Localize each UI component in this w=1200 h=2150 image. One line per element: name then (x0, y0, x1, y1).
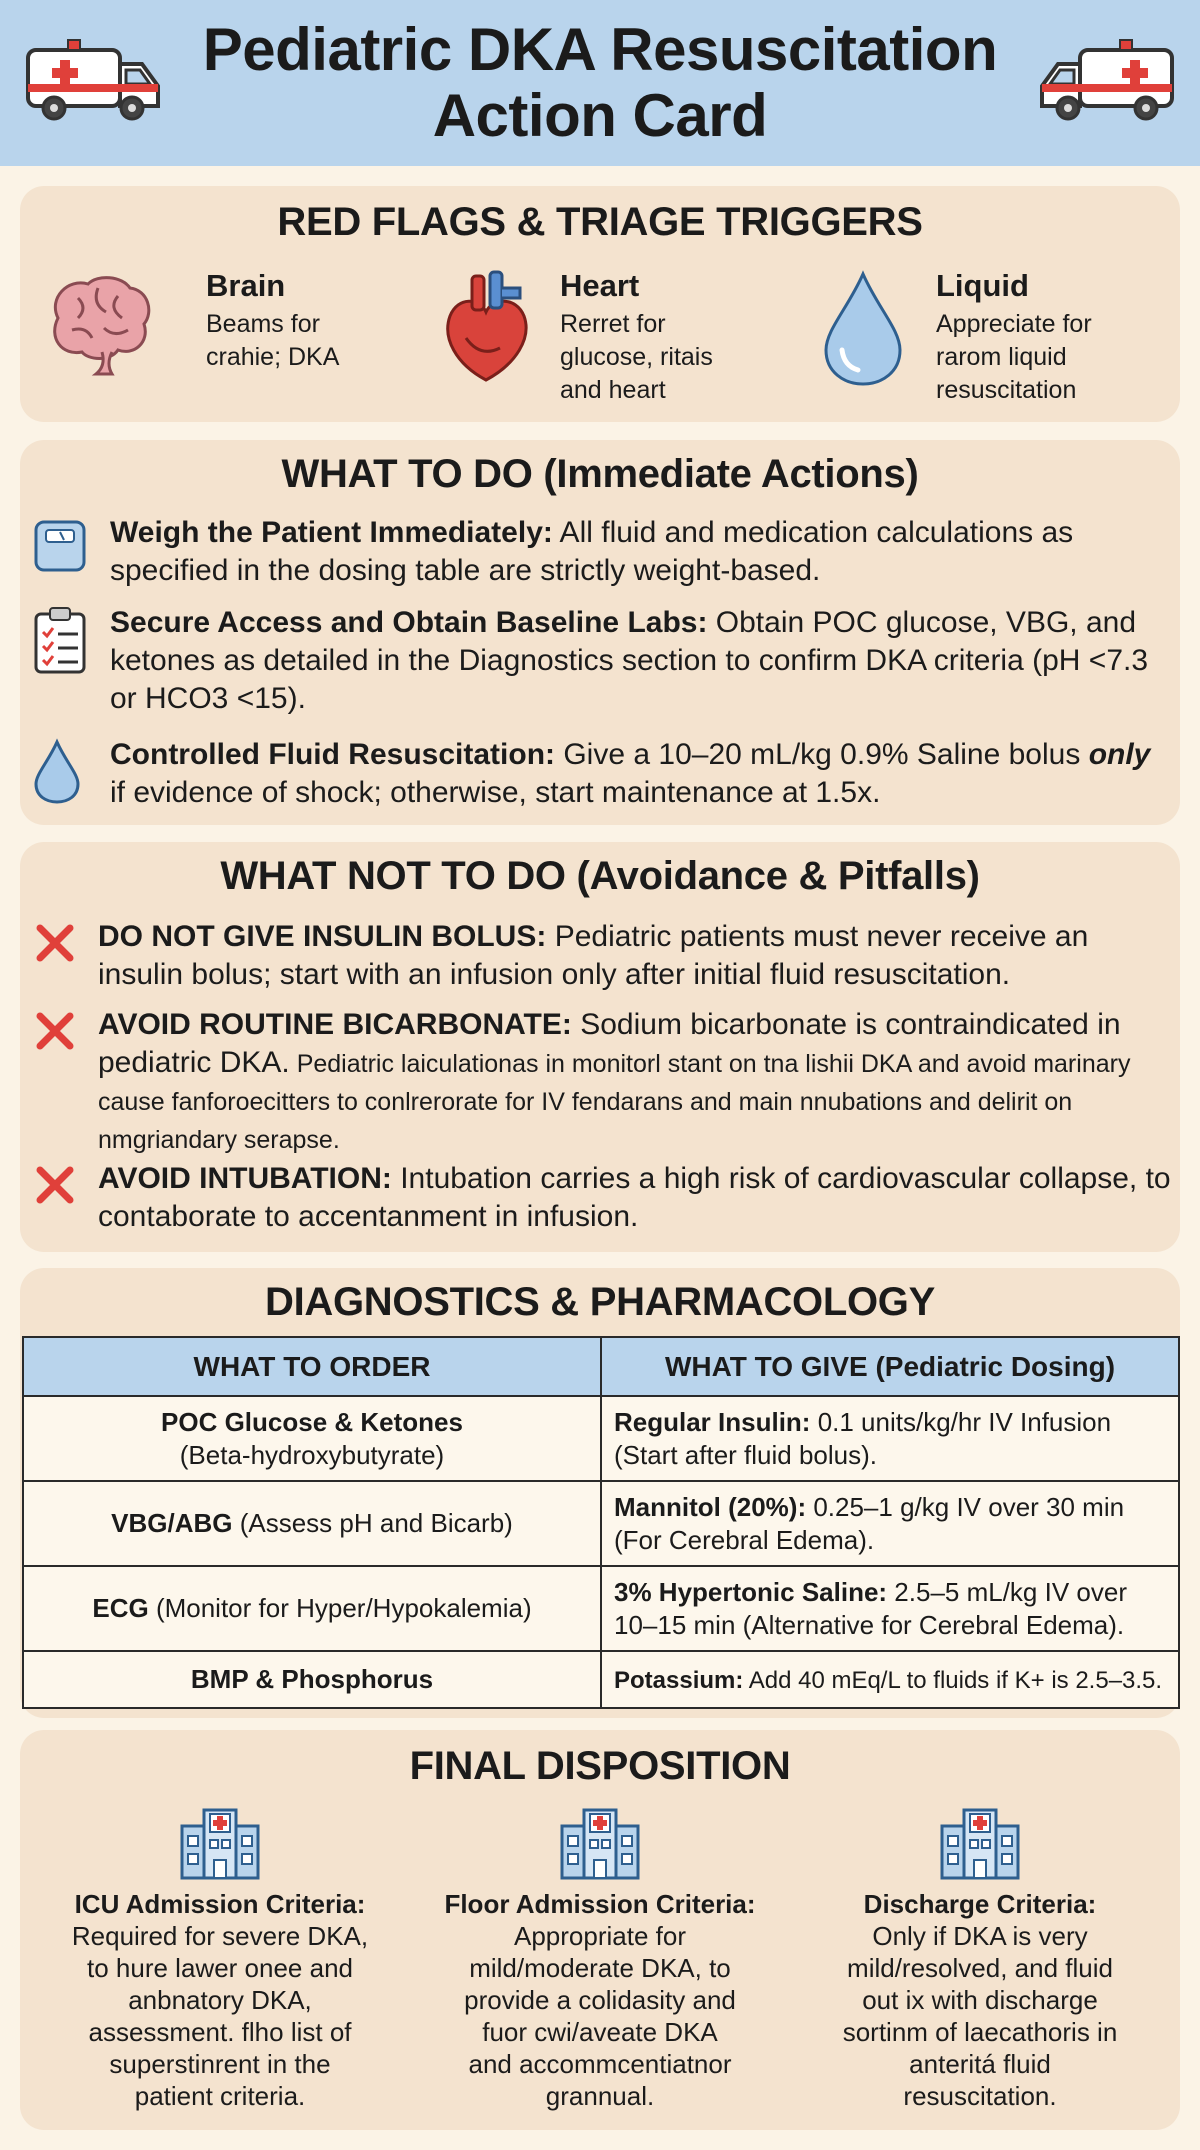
title-line-1: Pediatric DKA Resuscitation (202, 16, 998, 83)
flag-title: Heart (560, 268, 640, 303)
flag-text (936, 308, 1092, 407)
drug-name: 3% Hypertonic Saline: (614, 1576, 888, 1607)
disposition-icu (40, 1802, 400, 2112)
drug-dose: 2.5–5 mL/kg IV over 10–15 min (Alternative for Cerebral Edema). (614, 1576, 1127, 1640)
disposition-line: anbnatory DKA, (128, 1985, 312, 2015)
title-line-2: Action Card (432, 82, 768, 149)
flag-liquid (818, 268, 1178, 408)
drug-dose: Add 40 mEq/L to fluids if K+ is 2.5–3.5. (743, 1666, 1163, 1694)
disposition-title: Discharge Criteria: (863, 1889, 1097, 1919)
flag-line: and heart (560, 376, 666, 404)
action-label: Weigh the Patient Immediately: (110, 516, 553, 549)
disposition-floor (420, 1802, 780, 2112)
pitfall-detail: Pediatric patients must never receive an insulin bolus; start with an infusion only after initial fluid resuscitation. (98, 920, 1089, 991)
order-cell (23, 1481, 601, 1566)
order-detail: (Monitor for Hyper/Hypokalemia) (148, 1593, 532, 1623)
disposition-line: provide a colidasity and (464, 1985, 736, 2015)
flag-text (560, 308, 713, 407)
disposition-line: Only if DKA is very (872, 1921, 1088, 1951)
pitfall-label: AVOID ROUTINE BICARBONATE: (98, 1008, 572, 1041)
flag-text (206, 308, 339, 374)
action-text (110, 514, 1170, 590)
column-header-order: WHAT TO ORDER (23, 1337, 601, 1396)
disposition-text (800, 1920, 1160, 2112)
ambulance-icon (1036, 28, 1176, 128)
pitfall-detail: Intubation carries a high risk of cardiovascular collapse, to contaborate to accentanment in infusion. (98, 1162, 1171, 1233)
pitfall-detail: Sodium bicarbonate is contraindicated in pediatric DKA. (98, 1008, 1121, 1079)
clipboard-icon (30, 606, 90, 676)
disposition-line: mild/resolved, and fluid (847, 1953, 1113, 1983)
table-row (23, 1481, 1179, 1566)
order-cell (23, 1651, 601, 1708)
order-name: ECG (92, 1593, 149, 1623)
disposition-text (420, 1920, 780, 2112)
pitfall-detail-small: Pediatric laiculationas in monitorl stant on tna lishii DKA and avoid marinary cause fanforoecitters to conlrerorate for IV fendarans and main nnubations and delirit on nmgriandary serapse. (98, 1050, 1131, 1154)
hospital-icon (938, 1802, 1022, 1882)
order-name: POC Glucose & Ketones (161, 1406, 463, 1437)
x-mark-icon (32, 1008, 78, 1054)
x-mark-icon (32, 920, 78, 966)
flag-line: crahie; DKA (206, 343, 340, 371)
order-cell (23, 1566, 601, 1651)
order-detail: (Beta-hydroxybutyrate) (179, 1439, 445, 1470)
page-title (203, 17, 997, 149)
heart-icon (436, 268, 536, 388)
action-label: Controlled Fluid Resuscitation: (110, 738, 556, 771)
pitfall-label: AVOID INTUBATION: (98, 1162, 392, 1195)
action-detail: Obtain POC glucose, VBG, and ketones as detailed in the Diagnostics section to confirm DKA criteria (pH <7.3 or HCO3 <15). (110, 606, 1149, 715)
drug-name: Mannitol (20%): (614, 1491, 807, 1522)
hospital-icon (558, 1802, 642, 1882)
disposition-line: Appropriate for (514, 1921, 686, 1951)
dosing-table (22, 1336, 1180, 1709)
flag-line: glucose, ritais (560, 343, 713, 371)
what-not-to-do-panel (20, 842, 1180, 1252)
flag-line: resuscitation (936, 376, 1077, 404)
red-flags-heading: RED FLAGS & TRIAGE TRIGGERS (277, 200, 923, 244)
ambulance-icon (24, 28, 164, 128)
what-to-do-panel (20, 440, 1180, 825)
action-text (110, 736, 1170, 812)
flag-title: Liquid (936, 268, 1029, 303)
give-cell (601, 1481, 1179, 1566)
table-row (23, 1566, 1179, 1651)
drug-name: Regular Insulin: (614, 1406, 811, 1437)
hospital-icon (178, 1802, 262, 1882)
action-item (30, 604, 1170, 720)
table-row (23, 1396, 1179, 1481)
pitfall-text (98, 918, 1178, 994)
scale-icon (30, 516, 90, 576)
drug-dose: 0.25–1 g/kg IV over 30 min (For Cerebral Edema). (614, 1491, 1125, 1555)
pitfall-item (32, 1160, 1172, 1240)
pitfall-item (32, 918, 1172, 998)
disposition-line: fuor cwi/aveate DKA (482, 2017, 718, 2047)
diagnostics-panel (20, 1268, 1180, 1718)
table-row (23, 1651, 1179, 1708)
action-item (30, 514, 1170, 594)
final-disposition-panel (20, 1730, 1180, 2130)
what-not-to-do-heading: WHAT NOT TO DO (Avoidance & Pitfalls) (220, 854, 980, 898)
order-detail: (Assess pH and Bicarb) (232, 1508, 513, 1538)
disposition-text (40, 1920, 400, 2112)
action-emphasis: only (1088, 738, 1151, 771)
table-header-row (23, 1337, 1179, 1396)
droplet-icon (818, 268, 908, 388)
pitfall-item (32, 1006, 1172, 1154)
disposition-line: out ix with discharge (862, 1985, 1098, 2015)
order-name: VBG/ABG (111, 1508, 233, 1538)
order-cell (23, 1396, 601, 1481)
pitfall-text (98, 1006, 1178, 1158)
disposition-title: Floor Admission Criteria: (444, 1889, 756, 1919)
flag-line: Appreciate for (936, 310, 1092, 338)
flag-line: rarom liquid (936, 343, 1067, 371)
disposition-line: anteritá fluid (909, 2049, 1051, 2079)
final-disposition-heading: FINAL DISPOSITION (409, 1744, 791, 1788)
action-label: Secure Access and Obtain Baseline Labs: (110, 606, 708, 639)
x-mark-icon (32, 1162, 78, 1208)
diagnostics-heading: DIAGNOSTICS & PHARMACOLOGY (265, 1280, 935, 1324)
disposition-line: to hure lawer onee and (87, 1953, 353, 1983)
disposition-line: and accommcentiatnor (468, 2049, 732, 2079)
disposition-line: patient criteria. (134, 2081, 306, 2111)
disposition-line: sortinm of laecathoris in (842, 2017, 1118, 2047)
header-banner (0, 0, 1200, 166)
pitfall-text (98, 1160, 1178, 1236)
give-cell (601, 1651, 1179, 1708)
flag-brain (38, 268, 398, 408)
flag-line: Beams for (206, 310, 320, 338)
action-item (30, 736, 1170, 816)
give-cell (601, 1566, 1179, 1651)
action-detail: All fluid and medication calculations as specified in the dosing table are strictly weight-based. (110, 516, 1074, 587)
disposition-title: ICU Admission Criteria: (74, 1889, 366, 1919)
brain-icon (38, 268, 158, 378)
flag-line: Rerret for (560, 310, 666, 338)
droplet-icon (30, 738, 84, 804)
give-cell (601, 1396, 1179, 1481)
action-detail: if evidence of shock; otherwise, start maintenance at 1.5x. (110, 776, 881, 809)
column-header-give: WHAT TO GIVE (Pediatric Dosing) (601, 1337, 1179, 1396)
pitfall-label: DO NOT GIVE INSULIN BOLUS: (98, 920, 547, 953)
red-flags-panel (20, 186, 1180, 422)
disposition-line: mild/moderate DKA, to (469, 1953, 731, 1983)
disposition-line: Required for severe DKA, (71, 1921, 369, 1951)
disposition-line: superstinrent in the (109, 2049, 331, 2079)
what-to-do-heading: WHAT TO DO (Immediate Actions) (281, 452, 919, 496)
flag-heart (436, 268, 796, 408)
drug-name: Potassium: (614, 1666, 744, 1694)
disposition-discharge (800, 1802, 1160, 2112)
action-detail: Give a 10–20 mL/kg 0.9% Saline bolus (555, 738, 1089, 771)
disposition-line: resuscitation. (903, 2081, 1057, 2111)
flag-title: Brain (206, 268, 286, 303)
disposition-line: assessment. flho list of (88, 2017, 352, 2047)
order-name: BMP & Phosphorus (190, 1664, 434, 1694)
drug-dose: 0.1 units/kg/hr IV Infusion (Start after fluid bolus). (614, 1406, 1112, 1470)
action-text (110, 604, 1170, 718)
disposition-line: grannual. (545, 2081, 655, 2111)
